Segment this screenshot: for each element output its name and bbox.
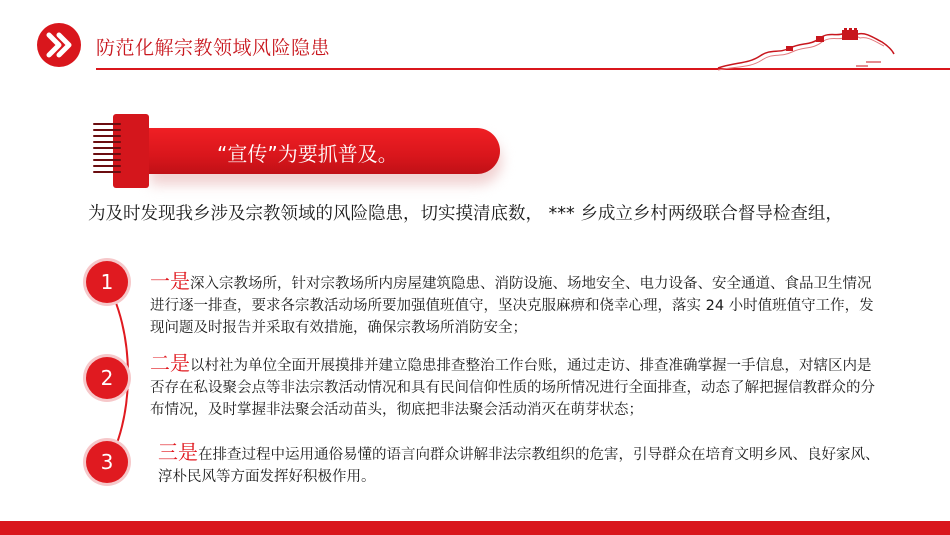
step-number-3: 3 bbox=[86, 441, 128, 483]
list-item bbox=[150, 270, 880, 339]
item-text: 在排查过程中运用通俗易懂的语言向群众讲解非法宗教组织的危害，引导群众在培育文明乡风、良好家风、淳朴民风等方面发挥好积极作用。 bbox=[158, 447, 880, 485]
great-wall-icon bbox=[716, 28, 896, 72]
item-text: 以村社为单位全面开展摸排并建立隐患排查整治工作台账，通过走访、排查准确掌握一手信息，对辖区内是否存在私设聚会点等非法宗教活动情况和具有民间信仰性质的场所情况进行全面排查，动态了解把握信教群众的分布情况，及时掌握非法聚会活动苗头，彻底把非法聚会活动消灭在萌芽状态； bbox=[150, 358, 875, 418]
page-title: 防范化解宗教领域风险隐患 bbox=[96, 37, 331, 59]
item-lead: 三是 bbox=[158, 440, 198, 464]
step-number-1: 1 bbox=[86, 261, 128, 303]
item-text: 深入宗教场所，针对宗教场所内房屋建筑隐患、消防设施、场地安全、电力设备、安全通道、食品卫生情况进行逐一排查，要求各宗教活动场所要加强值班值守，坚决克服麻痹和侥幸心理，落实 24 小时值班值守工作，发现问题及时报告并采取有效措施，确保宗教场所消防安全； bbox=[150, 276, 874, 336]
intro-paragraph: 为及时发现我乡涉及宗教领域的风险隐患，切实摸清底数， *** 乡成立乡村两级联合督导检查组， bbox=[88, 204, 843, 224]
list-item bbox=[158, 441, 883, 488]
list-item bbox=[150, 352, 880, 421]
banner-text: “宣传”为要抓普及。 bbox=[217, 142, 398, 166]
item-lead: 二是 bbox=[150, 351, 190, 375]
footer-bar bbox=[0, 521, 950, 535]
step-number-2: 2 bbox=[86, 357, 128, 399]
item-lead: 一是 bbox=[150, 269, 190, 293]
double-chevron-icon bbox=[37, 23, 81, 67]
spiral-binding-icon bbox=[86, 120, 122, 180]
